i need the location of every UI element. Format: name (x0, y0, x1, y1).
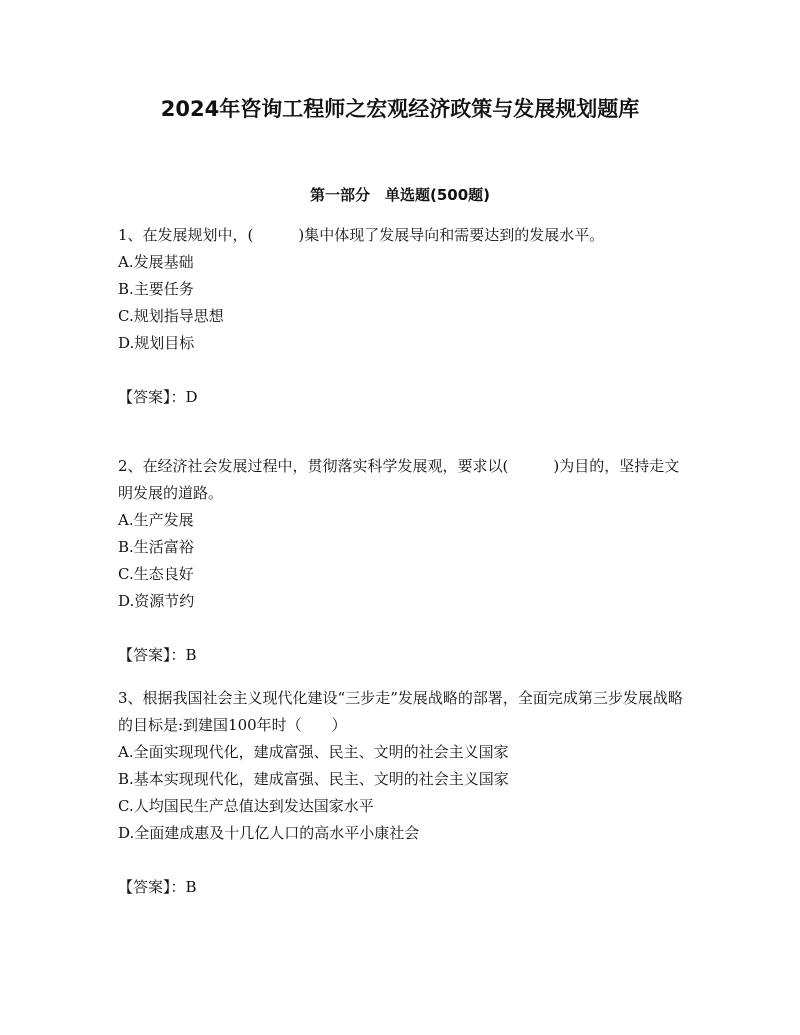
answer-label: 【答案】： (118, 878, 186, 896)
answer-line (118, 384, 683, 411)
question-stem: 3、根据我国社会主义现代化建设“三步走”发展战略的部署，全面完成第三步发展战略的目标是:到建国100年时（ ） (118, 689, 683, 734)
option-a: A.生产发展 (118, 511, 194, 529)
option-b: B.生活富裕 (118, 538, 194, 556)
section-title: 第一部分 单选题(500题) (309, 186, 491, 204)
answer-value: B (185, 878, 197, 896)
question-2 (118, 453, 683, 669)
answer-label: 【答案】： (118, 646, 186, 664)
question-3 (118, 685, 683, 901)
question-1 (118, 222, 683, 411)
question-stem: 1、在发展规划中，( )集中体现了发展导向和需要达到的发展水平。 (118, 226, 605, 244)
option-b: B.主要任务 (118, 280, 194, 298)
document-title: 2024年咨询工程师之宏观经济政策与发展规划题库 (160, 97, 640, 121)
answer-line (118, 874, 683, 901)
answer-value: D (185, 388, 198, 406)
option-c: C.生态良好 (118, 565, 194, 583)
option-d: D.资源节约 (118, 592, 195, 610)
option-a: A.全面实现现代化，建成富强、民主、文明的社会主义国家 (118, 743, 509, 761)
option-d: D.全面建成惠及十几亿人口的高水平小康社会 (118, 824, 420, 842)
question-stem: 2、在经济社会发展过程中，贯彻落实科学发展观，要求以( )为目的，坚持走文明发展的道路。 (118, 457, 680, 502)
option-c: C.规划指导思想 (118, 307, 224, 325)
option-c: C.人均国民生产总值达到发达国家水平 (118, 797, 374, 815)
answer-label: 【答案】： (118, 388, 186, 406)
answer-line (118, 642, 683, 669)
option-a: A.发展基础 (118, 253, 194, 271)
option-b: B.基本实现现代化，建成富强、民主、文明的社会主义国家 (118, 770, 509, 788)
option-d: D.规划目标 (118, 334, 195, 352)
answer-value: B (185, 646, 197, 664)
